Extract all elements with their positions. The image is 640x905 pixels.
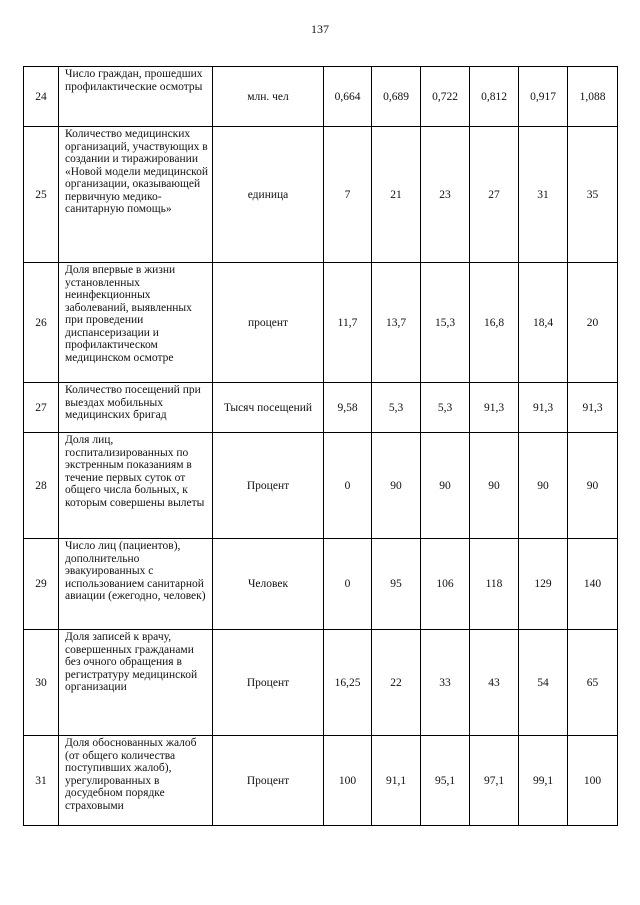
value-cell: 118 — [470, 539, 519, 630]
unit-cell: Процент — [213, 433, 324, 539]
row-number: 25 — [24, 127, 59, 263]
row-number: 24 — [24, 67, 59, 127]
unit-cell: Тысяч посещений — [213, 383, 324, 433]
indicator-name: Количество посещений при выездах мобильных медицинских бригад — [59, 383, 213, 433]
table-row — [24, 736, 618, 826]
unit-cell: процент — [213, 263, 324, 383]
value-cell: 7 — [324, 127, 372, 263]
value-cell: 129 — [519, 539, 568, 630]
value-cell: 90 — [568, 433, 618, 539]
unit-cell: Процент — [213, 736, 324, 826]
indicator-name: Число лиц (пациентов), дополнительно эвакуированных с использованием санитарной авиации (ежегодно, человек) — [59, 539, 213, 630]
value-cell: 140 — [568, 539, 618, 630]
value-cell: 65 — [568, 630, 618, 736]
table-row — [24, 67, 618, 127]
value-cell: 5,3 — [421, 383, 470, 433]
value-cell: 90 — [421, 433, 470, 539]
table-row — [24, 539, 618, 630]
value-cell: 91,3 — [568, 383, 618, 433]
value-cell: 90 — [470, 433, 519, 539]
row-number: 29 — [24, 539, 59, 630]
table-row — [24, 630, 618, 736]
value-cell: 33 — [421, 630, 470, 736]
table-row — [24, 433, 618, 539]
value-cell: 99,1 — [519, 736, 568, 826]
value-cell: 100 — [324, 736, 372, 826]
value-cell: 91,3 — [519, 383, 568, 433]
row-number: 28 — [24, 433, 59, 539]
indicator-name: Доля обоснованных жалоб (от общего количества поступивших жалоб), урегулированных в досудебном порядке страховыми — [59, 736, 213, 826]
value-cell: 15,3 — [421, 263, 470, 383]
value-cell: 11,7 — [324, 263, 372, 383]
value-cell: 23 — [421, 127, 470, 263]
indicators-table — [23, 66, 618, 826]
value-cell: 0 — [324, 539, 372, 630]
value-cell: 21 — [372, 127, 421, 263]
value-cell: 20 — [568, 263, 618, 383]
table-row — [24, 127, 618, 263]
value-cell: 27 — [470, 127, 519, 263]
value-cell: 5,3 — [372, 383, 421, 433]
value-cell: 106 — [421, 539, 470, 630]
value-cell: 31 — [519, 127, 568, 263]
value-cell: 90 — [372, 433, 421, 539]
value-cell: 0,812 — [470, 67, 519, 127]
indicator-name: Доля лиц, госпитализированных по экстренным показаниям в течение первых суток от общего числа больных, к которым совершены вылеты — [59, 433, 213, 539]
table-row — [24, 263, 618, 383]
indicator-name: Доля записей к врачу, совершенных гражданами без очного обращения в регистратуру медицинской организации — [59, 630, 213, 736]
value-cell: 90 — [519, 433, 568, 539]
value-cell: 95 — [372, 539, 421, 630]
value-cell: 97,1 — [470, 736, 519, 826]
value-cell: 13,7 — [372, 263, 421, 383]
value-cell: 18,4 — [519, 263, 568, 383]
value-cell: 35 — [568, 127, 618, 263]
value-cell: 0,664 — [324, 67, 372, 127]
value-cell: 1,088 — [568, 67, 618, 127]
row-number: 30 — [24, 630, 59, 736]
unit-cell: Человек — [213, 539, 324, 630]
value-cell: 91,3 — [470, 383, 519, 433]
table-row — [24, 383, 618, 433]
row-number: 31 — [24, 736, 59, 826]
indicator-name: Количество медицинских организаций, участвующих в создании и тиражировании «Новой модели медицинской организации, оказывающей первичную медико-санитарную помощь» — [59, 127, 213, 263]
value-cell: 95,1 — [421, 736, 470, 826]
value-cell: 91,1 — [372, 736, 421, 826]
unit-cell: млн. чел — [213, 67, 324, 127]
indicator-name: Доля впервые в жизни установленных неинфекционных заболеваний, выявленных при проведении диспансеризации и профилактическом медицинском осмотре — [59, 263, 213, 383]
value-cell: 0,722 — [421, 67, 470, 127]
row-number: 26 — [24, 263, 59, 383]
unit-cell: единица — [213, 127, 324, 263]
value-cell: 16,8 — [470, 263, 519, 383]
indicator-name: Число граждан, прошедших профилактические осмотры — [59, 67, 213, 127]
value-cell: 0,917 — [519, 67, 568, 127]
value-cell: 0 — [324, 433, 372, 539]
value-cell: 9,58 — [324, 383, 372, 433]
value-cell: 54 — [519, 630, 568, 736]
value-cell: 100 — [568, 736, 618, 826]
value-cell: 0,689 — [372, 67, 421, 127]
value-cell: 22 — [372, 630, 421, 736]
row-number: 27 — [24, 383, 59, 433]
unit-cell: Процент — [213, 630, 324, 736]
value-cell: 16,25 — [324, 630, 372, 736]
value-cell: 43 — [470, 630, 519, 736]
page-number: 137 — [311, 22, 329, 36]
